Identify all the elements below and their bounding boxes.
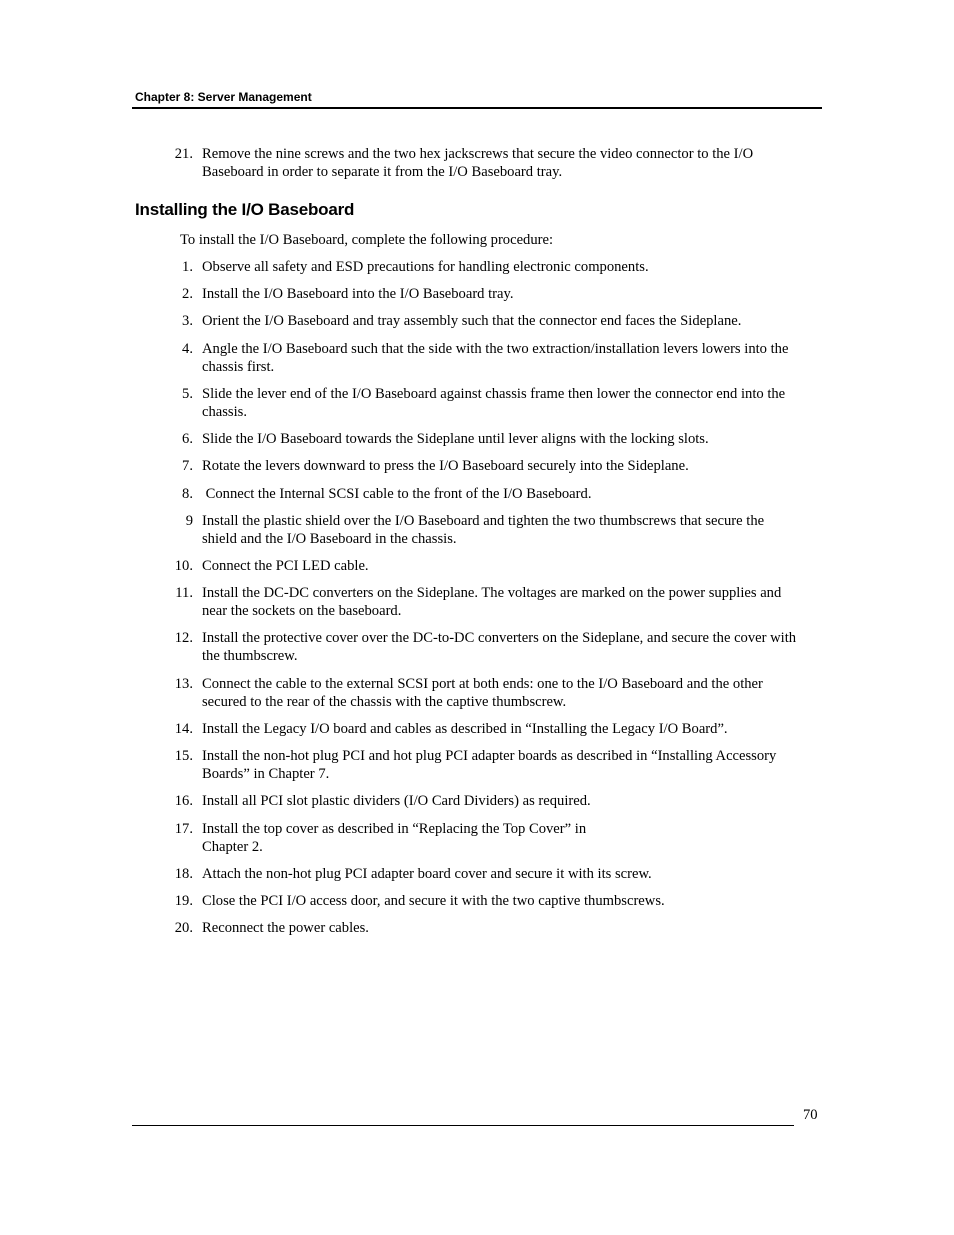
step-number: 18.: [174, 866, 193, 882]
step-number: 7.: [182, 458, 193, 474]
step-text: Install the DC-DC converters on the Sideplane. The voltages are marked on the power supplies and near the sockets on the baseboard.: [202, 585, 782, 619]
step-number: 21.: [174, 146, 193, 162]
step-text: Install the plastic shield over the I/O Baseboard and tighten the two thumbscrews that secure the shield and the I/O Baseboard in the chassis.: [202, 513, 765, 547]
step-number: 3.: [182, 313, 193, 329]
step-number: 4.: [182, 341, 193, 357]
step-text: Connect the PCI LED cable.: [202, 558, 369, 574]
step-text-line: Chapter 2.: [202, 839, 263, 855]
step-text: Angle the I/O Baseboard such that the side with the two extraction/installation levers lowers into the chassis first.: [202, 341, 789, 375]
step-number: 1.: [182, 259, 193, 275]
running-head: Chapter 8: Server Management: [135, 90, 312, 104]
page-number: 70: [803, 1107, 818, 1123]
step-number: 16.: [174, 793, 193, 809]
step-number: 20.: [174, 920, 193, 936]
step-number: 13.: [174, 676, 193, 692]
section-intro: To install the I/O Baseboard, complete the following procedure:: [180, 232, 554, 248]
step-text: Reconnect the power cables.: [202, 920, 369, 936]
step-number: 12.: [174, 630, 193, 646]
step-text: Connect the cable to the external SCSI port at both ends: one to the I/O Baseboard and the other secured to the rear of the chassis with the captive thumbscrew.: [202, 676, 763, 710]
step-text: Install the protective cover over the DC-to-DC converters on the Sideplane, and secure the cover with the thumbscrew.: [202, 630, 797, 664]
step-text: Remove the nine screws and the two hex jackscrews that secure the video connector to the I/O Baseboard in order to separate it from the I/O Baseboard tray.: [202, 146, 754, 180]
step-text: Slide the I/O Baseboard towards the Sideplane until lever aligns with the locking slots.: [202, 431, 709, 447]
step-text: Rotate the levers downward to press the I/O Baseboard securely into the Sideplane.: [202, 458, 689, 474]
step-number: 10.: [174, 558, 193, 574]
step-text: [202, 820, 802, 856]
step-number: 6.: [182, 431, 193, 447]
step-number: 8.: [182, 486, 193, 502]
step-text: Observe all safety and ESD precautions for handling electronic components.: [202, 259, 649, 275]
step-text: Install the Legacy I/O board and cables as described in “Installing the Legacy I/O Board”.: [202, 721, 728, 737]
step-text: Close the PCI I/O access door, and secure it with the two captive thumbscrews.: [202, 893, 665, 909]
step-text-line: Install the top cover as described in “Replacing the Top Cover” in: [202, 821, 587, 837]
section-heading: Installing the I/O Baseboard: [135, 200, 355, 219]
step-number: 17.: [174, 821, 193, 837]
step-text: Install the non-hot plug PCI and hot plug PCI adapter boards as described in “Installing Accessory Boards” in Chapter 7.: [202, 748, 777, 782]
step-text: Connect the Internal SCSI cable to the front of the I/O Baseboard.: [202, 486, 592, 502]
step-number: 14.: [174, 721, 193, 737]
step-text: Attach the non-hot plug PCI adapter board cover and secure it with its screw.: [202, 866, 652, 882]
step-number: 5.: [182, 386, 193, 402]
step-number: 19.: [174, 893, 193, 909]
step-number: 11.: [175, 585, 193, 601]
step-number: 2.: [182, 286, 193, 302]
step-number: 9: [185, 513, 193, 529]
step-text: Install all PCI slot plastic dividers (I/O Card Dividers) as required.: [202, 793, 591, 809]
step-text: Slide the lever end of the I/O Baseboard against chassis frame then lower the connector end into the chassis.: [202, 386, 786, 420]
step-text: Orient the I/O Baseboard and tray assembly such that the connector end faces the Sideplane.: [202, 313, 742, 329]
header-rule: [132, 107, 822, 109]
step-number: 15.: [174, 748, 193, 764]
step-text: Install the I/O Baseboard into the I/O Baseboard tray.: [202, 286, 514, 302]
footer-rule: [132, 1125, 794, 1126]
